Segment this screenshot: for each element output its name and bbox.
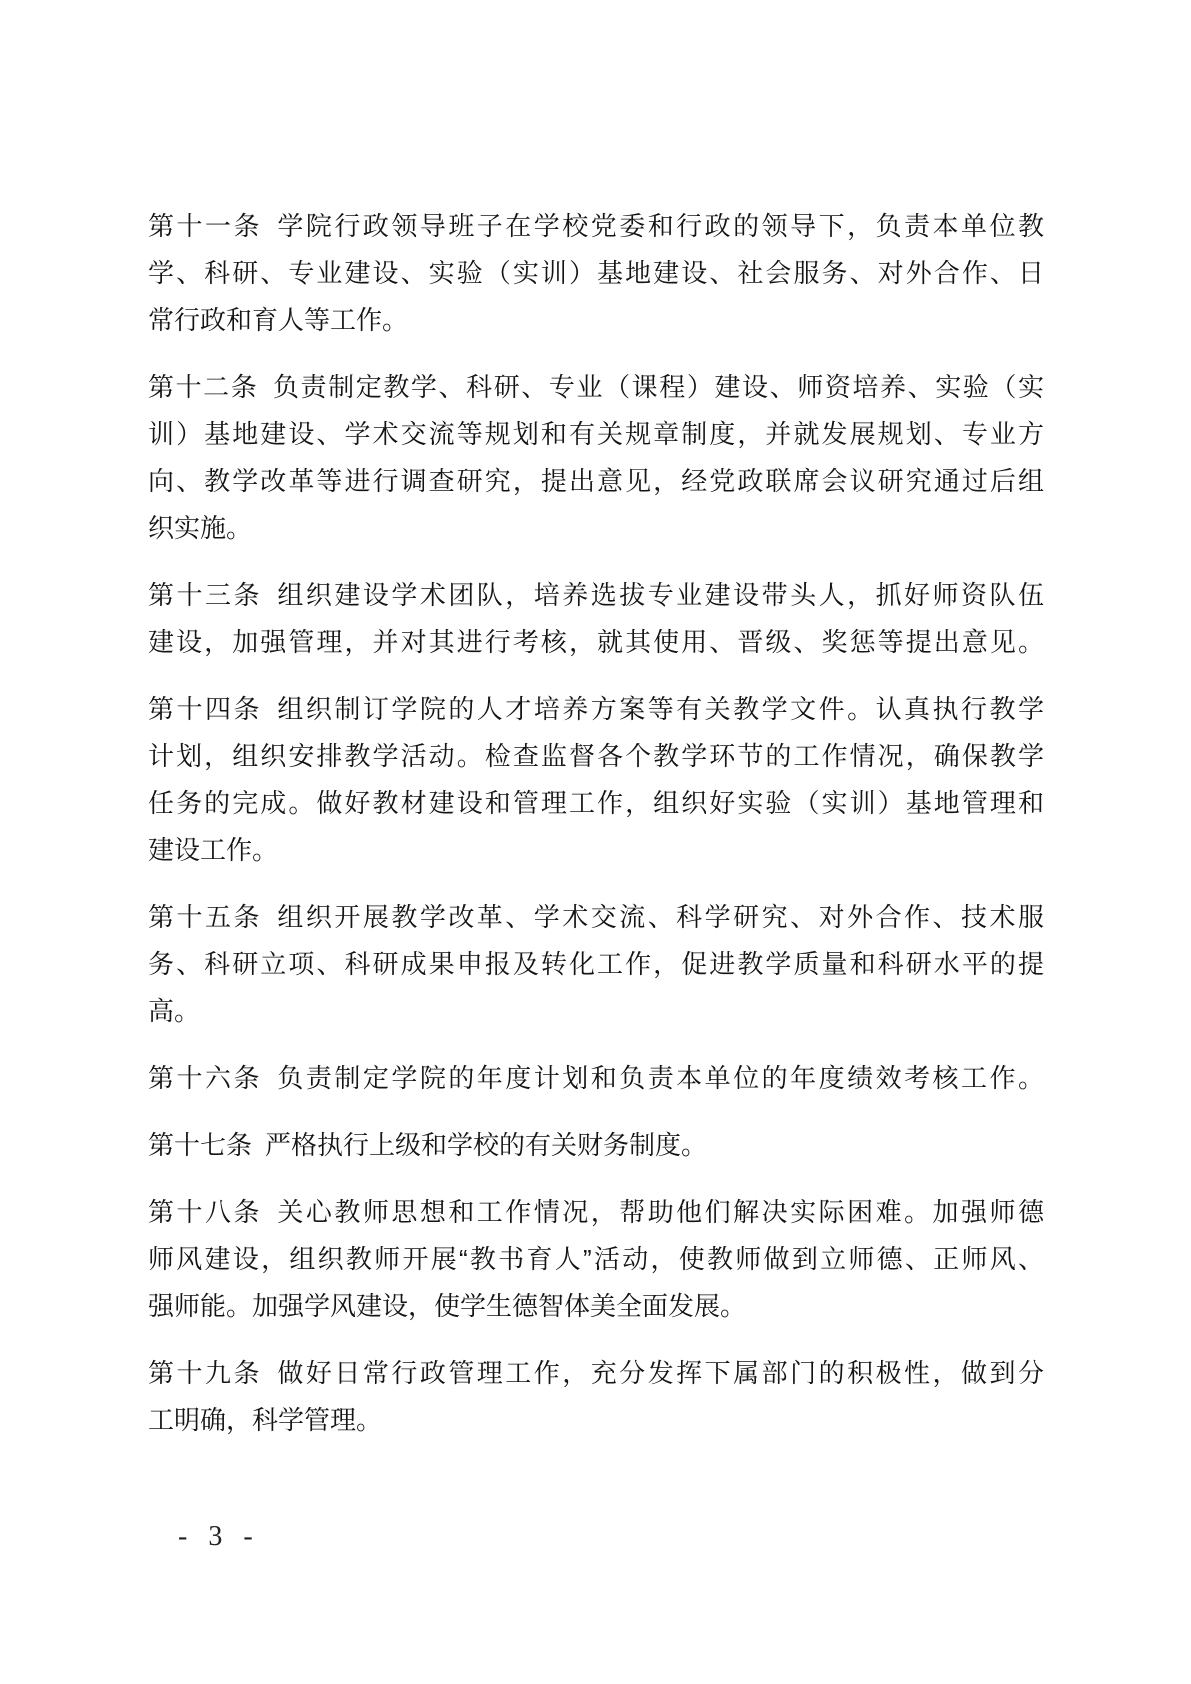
- text-line: 第十七条 严格执行上级和学校的有关财务制度。: [148, 1130, 708, 1160]
- paragraph-article-12: [148, 364, 1044, 552]
- text-line: 第十六条 负责制定学院的年度计划和负责本单位的年度绩效考核工作。: [148, 1063, 1044, 1093]
- page-number: - 3 -: [178, 1521, 255, 1552]
- text-line: 第十四条 组织制订学院的人才培养方案等有关教学文件。认真执行教学: [148, 694, 1044, 724]
- text-line: 学、科研、专业建设、实验（实训）基地建设、社会服务、对外合作、日: [148, 258, 1044, 288]
- paragraph-article-13: [148, 572, 1044, 666]
- text-line: 任务的完成。做好教材建设和管理工作，组织好实验（实训）基地管理和: [148, 788, 1044, 818]
- text-line: 强师能。加强学风建设，使学生德智体美全面发展。: [148, 1291, 747, 1321]
- text-line: 训）基地建设、学术交流等规划和有关规章制度，并就发展规划、专业方: [148, 419, 1044, 449]
- text-line: 第十九条 做好日常行政管理工作，充分发挥下属部门的积极性，做到分: [148, 1358, 1044, 1388]
- text-line: 第十一条 学院行政领导班子在学校党委和行政的领导下，负责本单位教: [148, 211, 1044, 241]
- text-line: 织实施。: [148, 513, 253, 543]
- text-line: 务、科研立项、科研成果申报及转化工作，促进教学质量和科研水平的提: [148, 949, 1044, 979]
- text-line: 计划，组织安排教学活动。检查监督各个教学环节的工作情况，确保教学: [148, 741, 1044, 771]
- text-line: 建设工作。: [148, 835, 279, 865]
- text-line: 师风建设，组织教师开展“教书育人”活动，使教师做到立师德、正师风、: [148, 1244, 1044, 1274]
- paragraph-article-15: [148, 894, 1044, 1035]
- text-line: 第十二条 负责制定教学、科研、专业（课程）建设、师资培养、实验（实: [148, 372, 1044, 402]
- text-line: 工明确，科学管理。: [148, 1405, 383, 1435]
- paragraph-article-14: [148, 686, 1044, 874]
- paragraph-article-11: [148, 203, 1044, 344]
- paragraph-article-19: [148, 1350, 1044, 1444]
- text-line: 建设，加强管理，并对其进行考核，就其使用、晋级、奖惩等提出意见。: [148, 627, 1044, 657]
- text-line: 第十八条 关心教师思想和工作情况，帮助他们解决实际困难。加强师德: [148, 1197, 1044, 1227]
- paragraph-article-17: [148, 1122, 1044, 1169]
- document-body: [148, 203, 1044, 1464]
- text-line: 常行政和育人等工作。: [148, 305, 409, 335]
- text-line: 高。: [148, 996, 201, 1026]
- text-line: 第十三条 组织建设学术团队，培养选拔专业建设带头人，抓好师资队伍: [148, 580, 1044, 610]
- paragraph-article-18: [148, 1189, 1044, 1330]
- text-line: 向、教学改革等进行调查研究，提出意见，经党政联席会议研究通过后组: [148, 466, 1044, 496]
- text-line: 第十五条 组织开展教学改革、学术交流、科学研究、对外合作、技术服: [148, 902, 1044, 932]
- paragraph-article-16: [148, 1055, 1044, 1102]
